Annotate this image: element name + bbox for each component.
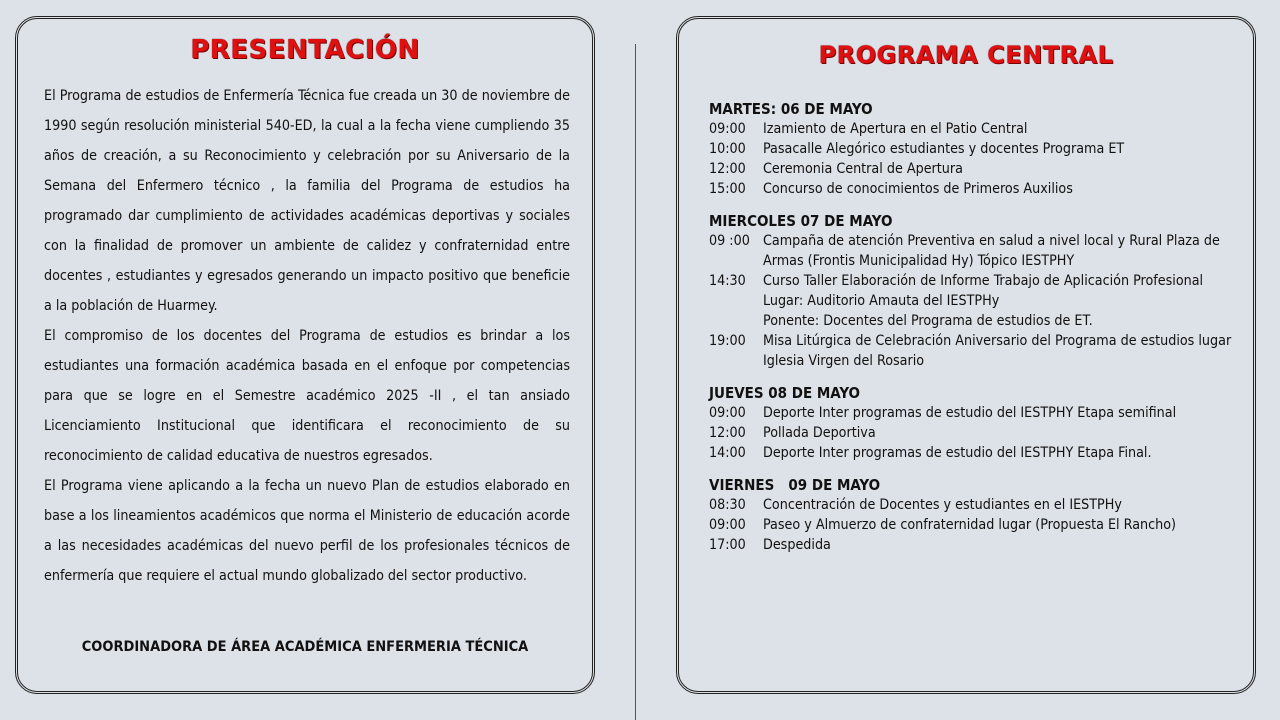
schedule-time: 19:00 — [709, 333, 746, 349]
schedule-description: Deporte Inter programas de estudio del IESTPHY Etapa semifinal — [763, 405, 1177, 421]
schedule-time: 09:00 — [709, 517, 746, 533]
schedule-time: 09:00 — [709, 405, 746, 421]
schedule-item — [709, 231, 1239, 271]
schedule-item — [709, 119, 1239, 139]
schedule-description: Despedida — [763, 537, 831, 553]
schedule-description: Campaña de atención Preventiva en salud a nivel local y Rural Plaza de Armas (Frontis Municipalidad Hy) Tópico IESTPHY — [763, 233, 1220, 269]
schedule-item — [709, 423, 1239, 443]
schedule-day — [709, 475, 1239, 555]
day-title: VIERNES 09 DE MAYO — [709, 476, 881, 494]
schedule-description: Misa Litúrgica de Celebración Aniversario del Programa de estudios lugar Iglesia Virgen del Rosario — [763, 333, 1232, 369]
schedule-time: 08:30 — [709, 497, 746, 513]
presentation-panel — [15, 16, 595, 694]
schedule-time: 17:00 — [709, 537, 746, 553]
schedule-time: 14:00 — [709, 445, 746, 461]
schedule-item — [709, 443, 1239, 463]
schedule-item — [709, 139, 1239, 159]
presentation-paragraph-3: El Programa viene aplicando a la fecha un nuevo Plan de estudios elaborado en base a los lineamientos académicos que norma el Ministerio de educación acorde a las necesidades académicas del nuevo perfil de los profesionales técnicos de enfermería que requiere el actual mundo globalizado del sector productivo. — [44, 478, 570, 584]
schedule-description: Pollada Deportiva — [763, 425, 876, 441]
schedule-item — [709, 403, 1239, 423]
program-panel — [676, 16, 1256, 694]
schedule-time: 09 :00 — [709, 233, 750, 249]
schedule-day — [709, 99, 1239, 199]
schedule-description: Concurso de conocimientos de Primeros Auxilios — [763, 181, 1073, 197]
presentation-title: PRESENTACIÓN — [190, 35, 420, 65]
schedule-item — [709, 179, 1239, 199]
schedule-day — [709, 211, 1239, 371]
day-title: MARTES: 06 DE MAYO — [709, 100, 873, 118]
coordinator-signature: COORDINADORA DE ÁREA ACADÉMICA ENFERMERIA TÉCNICA — [81, 639, 529, 655]
presentation-paragraph-1: El Programa de estudios de Enfermería Técnica fue creada un 30 de noviembre de 1990 según resolución ministerial 540-ED, la cual a la fecha viene cumpliendo 35 años de creación, a su Reconocimiento y celebración por su Aniversario de la Semana del Enfermero técnico , la familia del Programa de estudios ha programado dar cumplimiento de actividades académicas deportivas y sociales con la finalidad de promover un ambiente de calidez y confraternidad entre docentes , estudiantes y egresados generando un impacto positivo que beneficie a la población de Huarmey. — [44, 88, 570, 314]
schedule-item — [709, 515, 1239, 535]
schedule-description: Izamiento de Apertura en el Patio Central — [763, 121, 1028, 137]
schedule-time: 12:00 — [709, 161, 746, 177]
day-title: MIERCOLES 07 DE MAYO — [709, 212, 893, 230]
schedule-time: 12:00 — [709, 425, 746, 441]
schedule — [709, 99, 1239, 567]
schedule-description: Paseo y Almuerzo de confraternidad lugar (Propuesta El Rancho) — [763, 517, 1177, 533]
program-title: PROGRAMA CENTRAL — [818, 41, 1114, 69]
schedule-description: Concentración de Docentes y estudiantes en el IESTPHy — [763, 497, 1122, 513]
schedule-description: Pasacalle Alegórico estudiantes y docentes Programa ET — [763, 141, 1125, 157]
schedule-item — [709, 159, 1239, 179]
center-divider — [635, 44, 636, 720]
schedule-item — [709, 271, 1239, 331]
schedule-item — [709, 535, 1239, 555]
schedule-description: Deporte Inter programas de estudio del IESTPHY Etapa Final. — [763, 445, 1152, 461]
schedule-item — [709, 331, 1239, 371]
schedule-time: 09:00 — [709, 121, 746, 137]
presentation-paragraph-2: El compromiso de los docentes del Programa de estudios es brindar a los estudiantes una formación académica basada en el enfoque por competencias para que se logre en el Semestre académico 2025 -II , el tan ansiado Licenciamiento Institucional que identificara el reconocimiento de su reconocimiento de calidad educativa de nuestros egresados. — [44, 328, 570, 464]
schedule-description: Ceremonia Central de Apertura — [763, 161, 963, 177]
schedule-time: 14:30 — [709, 273, 746, 289]
schedule-time: 15:00 — [709, 181, 746, 197]
presentation-body — [44, 81, 570, 591]
day-title: JUEVES 08 DE MAYO — [709, 384, 861, 402]
schedule-description: Curso Taller Elaboración de Informe Trabajo de Aplicación Profesional Lugar: Auditorio Amauta del IESTPHy Ponente: Docentes del Programa de estudios de ET. — [763, 273, 1204, 329]
schedule-time: 10:00 — [709, 141, 746, 157]
schedule-item — [709, 495, 1239, 515]
schedule-day — [709, 383, 1239, 463]
